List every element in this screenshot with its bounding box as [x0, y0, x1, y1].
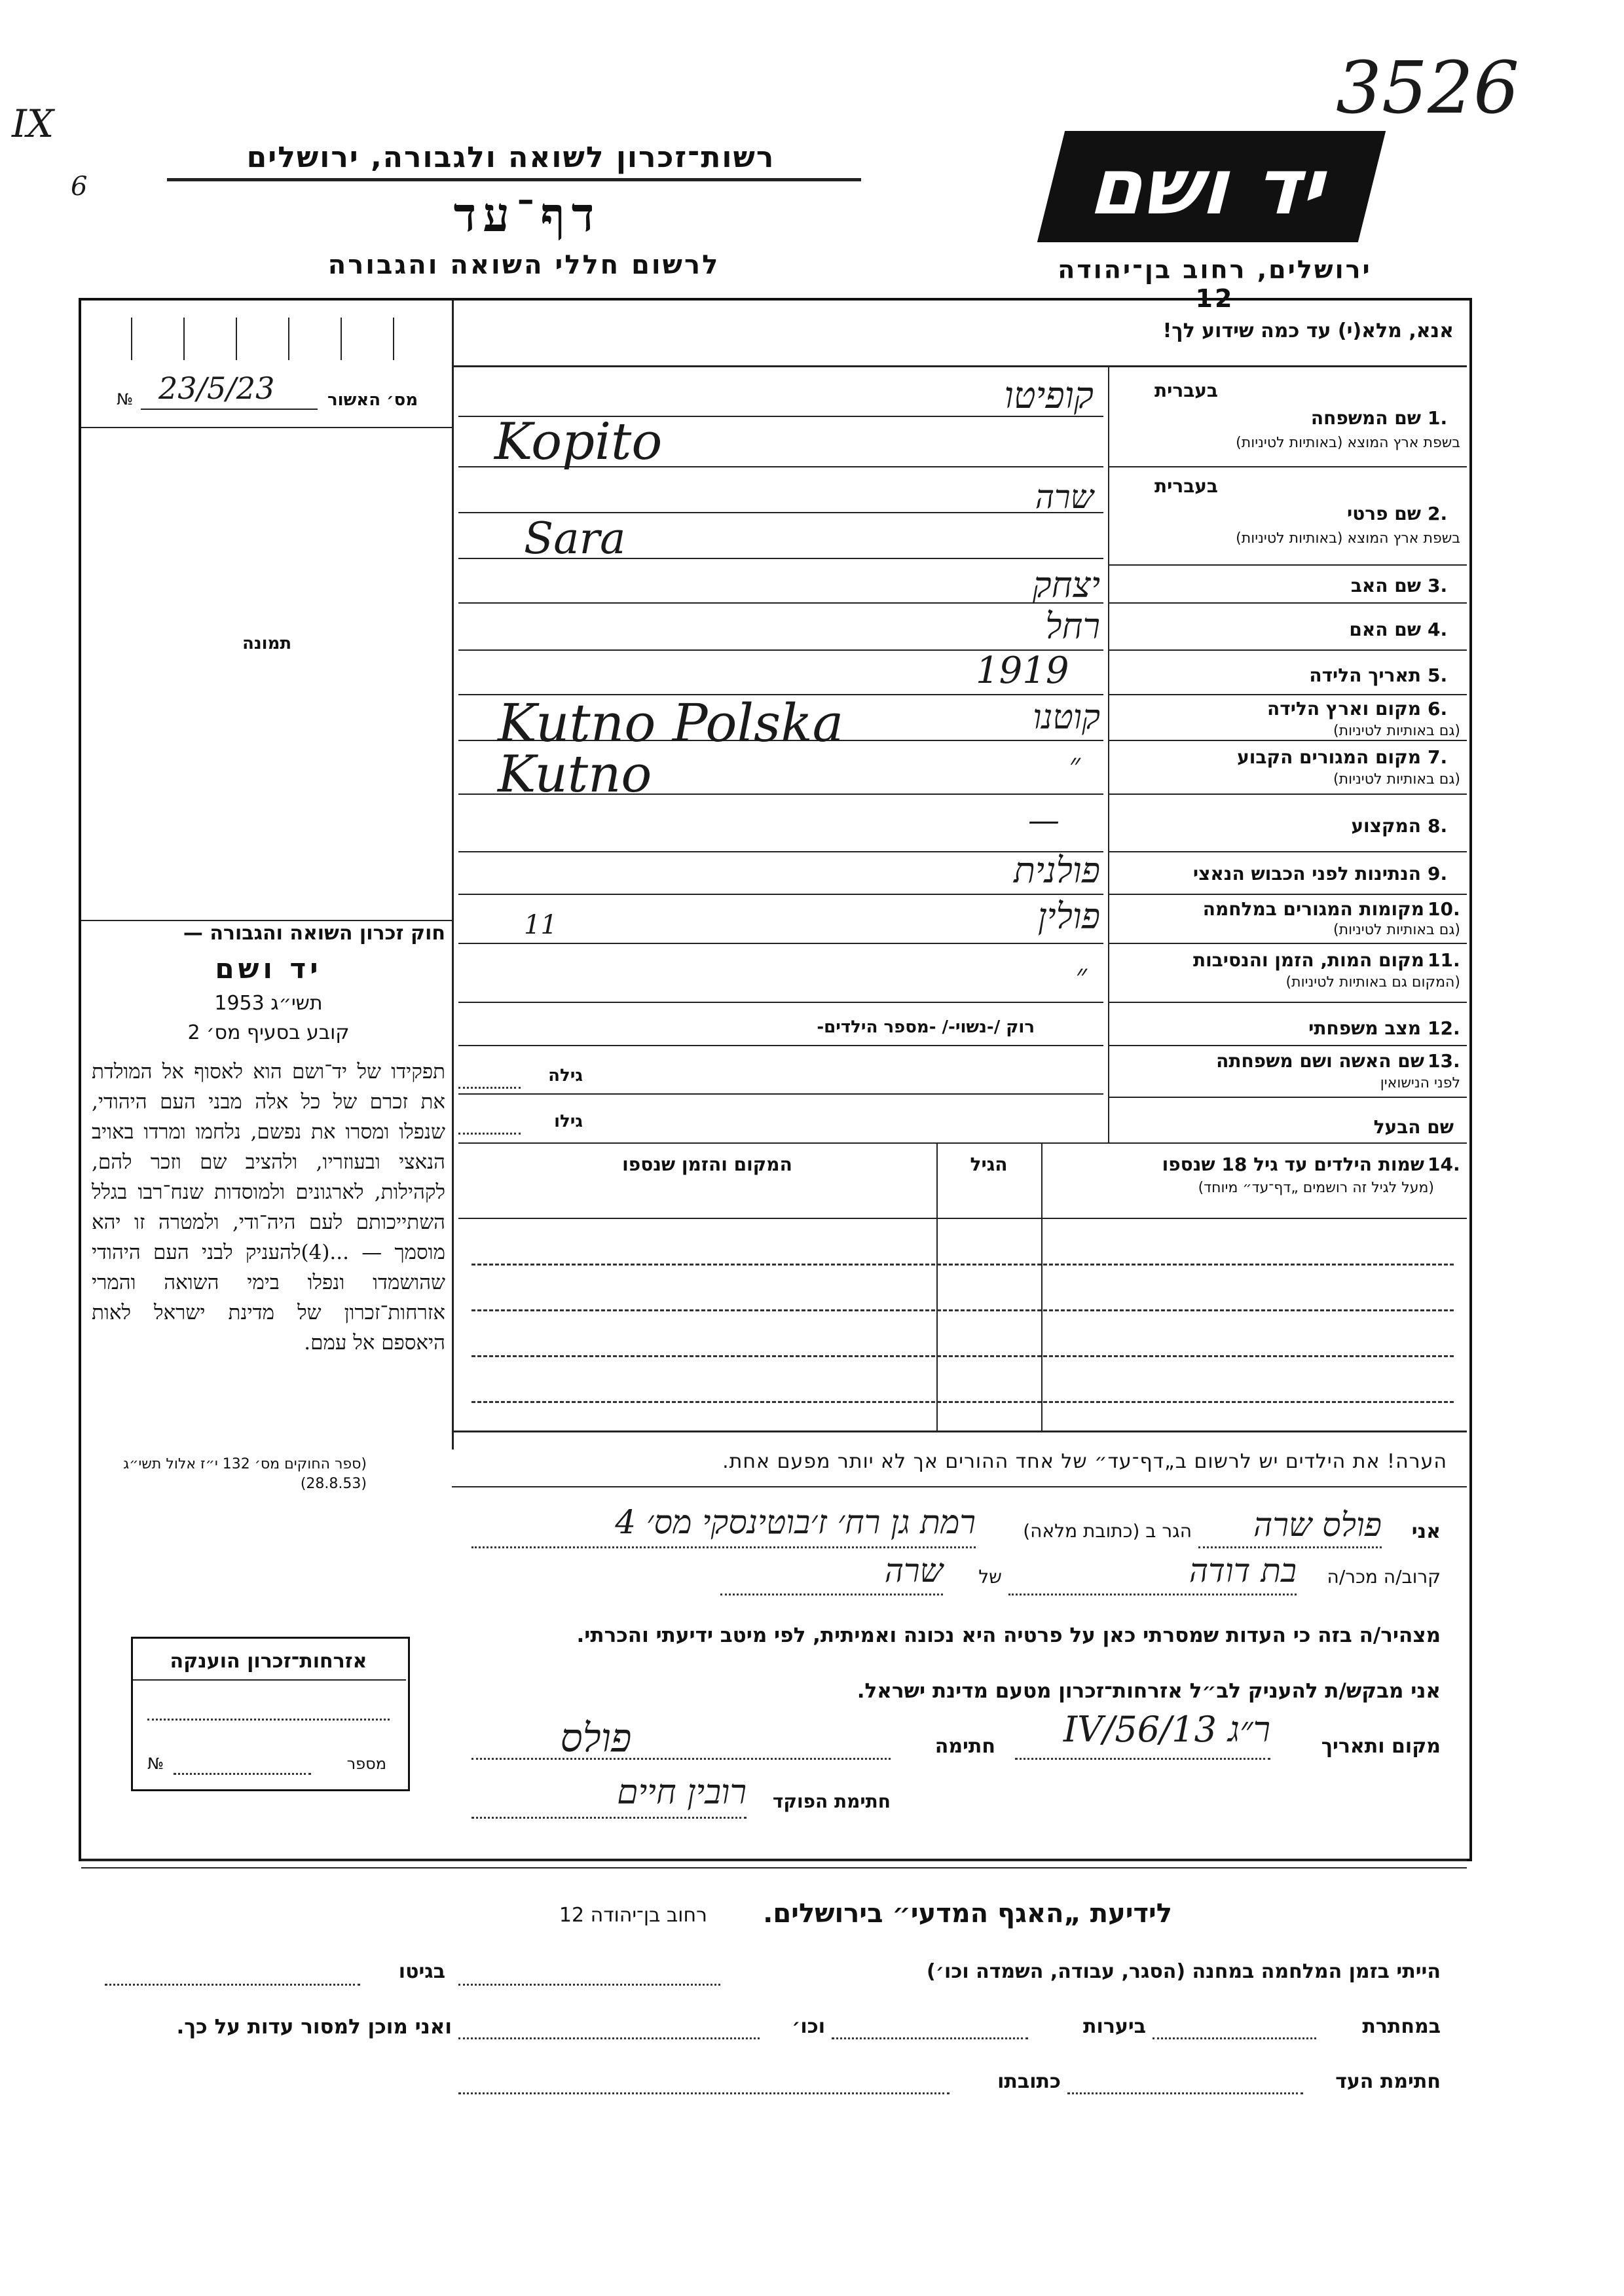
field9-value[interactable]: פולנית — [1013, 850, 1100, 891]
field5-label: תאריך הלידה — [1309, 665, 1421, 686]
decl-resides-value[interactable]: רמת גן רח׳ ז׳בוטינסקי מס׳ 4 — [615, 1503, 976, 1541]
field10-extra[interactable]: 11 — [524, 910, 557, 940]
no-symbol: № — [117, 390, 133, 409]
intro-line — [452, 365, 1467, 367]
field7-sublabel: (גם באותיות לטיניות) — [1333, 771, 1460, 788]
field7-hebrew-value[interactable]: ״ — [1069, 746, 1080, 782]
approval-value[interactable]: 23/5/23 — [158, 371, 275, 406]
photo-bottom-line — [81, 920, 452, 921]
form-subtitle: לרשום חללי השואה והגבורה — [327, 250, 720, 280]
field11-label: מקום המות, הזמן והנסיבות — [1192, 949, 1424, 971]
intro-text: אנא, מלא(י) עד כמה שידוע לך! — [1162, 319, 1454, 342]
field14-label: שמות הילדים עד גיל 18 שנספו — [1162, 1154, 1424, 1175]
field1-latin-value[interactable]: Kopito — [494, 412, 663, 471]
field13-number: 13. — [1428, 1050, 1460, 1072]
field13-age-label: גילה — [548, 1066, 583, 1085]
field2-label: שם פרטי — [1346, 503, 1421, 524]
decl-i-value[interactable]: פולס שרה — [1253, 1506, 1382, 1544]
decl-of-label: של — [978, 1566, 1002, 1588]
field1-number: 1. — [1428, 407, 1448, 429]
field2-number: 2. — [1428, 503, 1448, 524]
field12-label: מצב משפחתי — [1308, 1017, 1421, 1039]
field3-label: שם האב — [1350, 575, 1421, 596]
yad-vashem-logo: יד ושם — [1037, 131, 1386, 242]
org-line: רשות־זכרון לשואה ולגבורה, ירושלים — [246, 141, 775, 174]
field11-value[interactable]: ״ — [1075, 957, 1087, 993]
field8-value[interactable]: — — [1028, 802, 1060, 839]
bottom-separator-2 — [81, 1867, 1467, 1868]
bottom-line1-a: הייתי בזמן המלחמה במחנה (הסגר, עבודה, השמדה וכו׳) — [927, 1960, 1441, 1983]
org-underline — [167, 178, 861, 181]
field4-number: 4. — [1428, 619, 1448, 640]
field7-latin-value[interactable]: Kutno — [498, 745, 652, 804]
field10-value[interactable]: פולין — [1037, 896, 1100, 937]
table-bottom-line — [452, 1430, 1467, 1432]
field14-sublabel: (מעל לגיל זה רושמים „דף־עד״ מיוחד) — [1198, 1180, 1434, 1196]
field7-number: 7. — [1428, 746, 1448, 768]
field10-label: מקומות המגורים במלחמה — [1202, 898, 1424, 920]
corner-mark-left: IX — [12, 101, 54, 146]
decl-signature-label: חתימה — [934, 1735, 995, 1758]
law-name: יד ושם — [215, 953, 322, 985]
corner-mark-small: 6 — [71, 172, 88, 202]
husband-age-label: גילו — [554, 1112, 583, 1131]
field8-label: המקצוע — [1351, 815, 1421, 837]
field5-number: 5. — [1428, 665, 1448, 686]
decl-officer-label: חתימת הפוקד — [772, 1791, 891, 1812]
photo-label: תמונה — [242, 634, 292, 653]
citizenship-no-symbol: № — [147, 1755, 164, 1773]
hebrew-label-2: בעברית — [1154, 475, 1218, 497]
hebrew-label-1: בעברית — [1154, 380, 1218, 401]
bottom-address: רחוב בן־יהודה 12 — [559, 1904, 707, 1927]
field5-value[interactable]: 1919 — [976, 649, 1069, 692]
bottom-separator-1 — [81, 1859, 1467, 1861]
table-col-2 — [936, 1142, 938, 1430]
bottom-line2-c: וכו׳ — [792, 2015, 825, 2038]
field6-hebrew-value[interactable]: קוטנו — [1033, 698, 1100, 737]
citizenship-title: אזרחות־זכרון הוענקה — [170, 1650, 367, 1673]
field13-label: שם האשה ושם משפחתה — [1216, 1050, 1424, 1072]
bottom-line3-a: חתימת העד — [1335, 2070, 1441, 2093]
note-bottom-line — [452, 1486, 1467, 1487]
field6-number: 6. — [1428, 698, 1448, 720]
law-text: תפקידו של יד־ושם הוא לאסוף אל המולדת את זכרם של כל אלה מבני העם היהודי, שנפלו ומסרו את נפשם, נלחמו ומרדו באויב הנאצי ובעוזריו, ולהציב שם וזכר להם, לקהילות, לארגונים ולמוסדות שנח־רבו בגלל השתייכותם לעם היה־ודי, ולמטרה זו יהא מוסמך — ...(4)להעניק לבני העם היהודי שהושמדו ונפלו בימי השואה והמרי אזרחות־זכרון של מדינת ישראל לאות היאספם אל עמם. — [92, 1060, 445, 1355]
field6-sublabel: (גם באותיות לטיניות) — [1333, 723, 1460, 739]
decl-place-date-label: מקום ותאריך — [1321, 1735, 1441, 1758]
field2-latin-value[interactable]: Sara — [524, 513, 626, 564]
decl-place-date-value[interactable]: ר״ג 13/IV/56 — [1063, 1709, 1270, 1750]
field4-label: שם האם — [1349, 619, 1421, 640]
bottom-line2-b: ביערות — [1083, 2015, 1146, 2038]
approval-label: מס׳ האשור — [327, 390, 418, 410]
field7-label: מקום המגורים הקבוע — [1237, 746, 1421, 768]
field3-number: 3. — [1428, 575, 1448, 596]
field6-latin-value[interactable]: Kutno Polska — [498, 693, 844, 754]
field10-sublabel: (גם באותיות לטיניות) — [1333, 922, 1460, 938]
field11-number: 11. — [1428, 949, 1460, 971]
note-text: הערה! את הילדים יש לרשום ב„דף־עד״ של אחד ההורים אך לא יותר מפעם אחת. — [722, 1450, 1447, 1473]
field6-label: מקום וארץ הלידה — [1267, 698, 1421, 720]
decl-of-value[interactable]: שרה — [884, 1552, 943, 1590]
decl-i-label: אני — [1411, 1520, 1441, 1543]
citizenship-title-line — [133, 1679, 406, 1681]
field11-sublabel: (המקום גם באותיות לטיניות) — [1285, 974, 1460, 991]
form-title: דף־עד — [453, 187, 601, 242]
label-column-divider — [1108, 367, 1109, 1142]
approval-ticks — [85, 308, 445, 367]
field10-number: 10. — [1428, 898, 1460, 920]
field2-hebrew-value[interactable]: שרה — [1035, 478, 1094, 516]
decl-signature-value[interactable]: פולס — [560, 1715, 632, 1761]
decl-statement: מצהיר/ה בזה כי העדות שמסרתי כאן על פרטיה היא נכונה ואמיתית, לפי מיטב ידיעתי והכרתי. — [576, 1624, 1441, 1647]
table-header-line — [458, 1218, 1467, 1219]
bottom-line1-b: בגיטו — [398, 1960, 445, 1983]
field2-sublabel: בשפת ארץ המוצא (באותיות לטיניות) — [1236, 530, 1460, 547]
field9-number: 9. — [1428, 863, 1448, 884]
address-line: ירושלים, רחוב בן־יהודה 12 — [1058, 255, 1372, 313]
bottom-line2-d: ואני מוכן למסור עדות על כך. — [176, 2015, 452, 2039]
field14-number: 14. — [1428, 1154, 1460, 1175]
field8-number: 8. — [1428, 815, 1448, 837]
field4-value[interactable]: רחל — [1045, 606, 1100, 647]
approval-line — [141, 409, 318, 410]
photo-top-line — [81, 427, 452, 428]
decl-resides-label: הגר ב (כתובת מלאה) — [1023, 1520, 1192, 1542]
law-source: (ספר החוקים מס׳ 132 י״ז אלול תשי״ג (28.8.53) — [123, 1456, 367, 1492]
field9-label: הנתינות לפני הכבוש הנאצי — [1192, 863, 1421, 884]
decl-request: אני מבקש/ת להעניק לב״ל אזרחות־זכרון מטעם מדינת ישראל. — [857, 1679, 1441, 1703]
citizenship-number-label: מספר — [346, 1755, 386, 1773]
field3-value[interactable]: יצחק — [1032, 564, 1100, 606]
field1-hebrew-value[interactable]: קופיטו — [1004, 374, 1094, 417]
decl-officer-value[interactable]: רובין חיים — [617, 1773, 747, 1812]
law-clause: קובע בסעיף מס׳ 2 — [187, 1021, 350, 1044]
field1-sublabel: בשפת ארץ המוצא (באותיות לטיניות) — [1236, 435, 1460, 451]
table-col-1 — [1041, 1142, 1043, 1430]
field14-col-age: הגיל — [970, 1154, 1008, 1175]
archive-number: 3526 — [1336, 46, 1519, 130]
field14-col-place: המקום והזמן שנספו — [622, 1154, 792, 1175]
law-year: תשי״ג 1953 — [214, 992, 323, 1015]
field1-label: שם המשפחה — [1310, 407, 1421, 429]
field12-value[interactable]: רוק /-נשוי-/ -מספר הילדים- — [817, 1017, 1035, 1037]
husband-label: שם הבעל — [1373, 1116, 1454, 1138]
bottom-line1-dots[interactable] — [458, 1984, 720, 1986]
field13-age-dots[interactable] — [458, 1087, 521, 1089]
decl-relative-label: קרוב/ה מכר/ה — [1327, 1566, 1441, 1588]
left-column-divider — [452, 301, 454, 1449]
field13-sublabel: לפני הנישואין — [1380, 1075, 1460, 1091]
bottom-line2-a: במחתרת — [1362, 2015, 1441, 2038]
husband-age-dots[interactable] — [458, 1133, 521, 1135]
decl-relative-value[interactable]: בת דודה — [1189, 1552, 1297, 1590]
law-title: חוק זכרון השואה והגבורה — — [183, 922, 445, 945]
bottom-line3-b: כתובתו — [997, 2070, 1061, 2093]
field12-number: 12. — [1428, 1017, 1460, 1039]
bottom-title: לידיעת „האגף המדעי״ בירושלים. — [763, 1899, 1172, 1929]
